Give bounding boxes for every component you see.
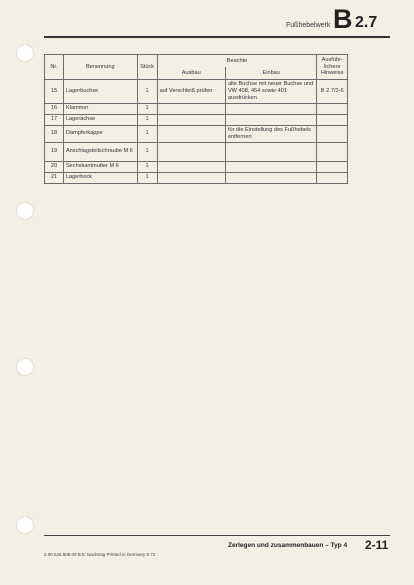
table-row [45, 172, 348, 183]
cell-nr: 18 [45, 125, 64, 142]
cell-nr: 19 [45, 142, 64, 161]
footer-rule [44, 535, 390, 536]
cell-einbau: alte Buchse mit neuer Buchse und VW 408, 454 sowie 401 ausdrücken [225, 80, 317, 104]
cell-name: Sechskantmutter M 6 [63, 161, 137, 172]
cell-einbau: für die Einstellung des Fußhebels entfernen [225, 125, 317, 142]
header-rule [44, 36, 390, 38]
cell-einbau [225, 103, 317, 114]
table-row [45, 125, 348, 142]
cell-qty: 1 [137, 161, 157, 172]
col-header-hinweise: Ausführ- lichere Hinweise [317, 55, 348, 80]
cell-ausbau [157, 103, 225, 114]
col-header-qty: Stück [137, 55, 157, 80]
binder-hole-1 [16, 44, 34, 62]
binder-hole-4 [16, 516, 34, 534]
cell-nr: 21 [45, 172, 64, 183]
cell-nr: 15 [45, 80, 64, 104]
cell-hinweise [317, 103, 348, 114]
cell-ausbau [157, 114, 225, 125]
cell-ausbau [157, 161, 225, 172]
binder-hole-3 [16, 358, 34, 376]
cell-name: Lagerachse [63, 114, 137, 125]
cell-einbau [225, 172, 317, 183]
cell-nr: 17 [45, 114, 64, 125]
cell-nr: 16 [45, 103, 64, 114]
cell-name: Anschlagsteilschraube M 6 [63, 142, 137, 161]
print-info: 2.00.526.508.00 B 8. Nachtrag Printed in Germany 8.72 [44, 552, 156, 557]
cell-einbau [225, 161, 317, 172]
footer-section-title: Zerlegen und zusammenbauen – Typ 4 [228, 542, 348, 549]
section-number: 2.7 [355, 14, 378, 31]
col-header-nr: Nr. [45, 55, 64, 80]
cell-hinweise: B 2.7/3-6 [317, 80, 348, 104]
cell-hinweise [317, 142, 348, 161]
cell-name: Klammer [63, 103, 137, 114]
cell-ausbau [157, 172, 225, 183]
cell-name: Dämpferkappe [63, 125, 137, 142]
table-row [45, 161, 348, 172]
cell-qty: 1 [137, 103, 157, 114]
cell-nr: 20 [45, 161, 64, 172]
col-header-einbau: Einbau [225, 67, 317, 80]
page-number: 2-11 [365, 538, 389, 552]
section-letter: B [333, 4, 353, 34]
cell-hinweise [317, 172, 348, 183]
cell-qty: 1 [137, 80, 157, 104]
table-row [45, 103, 348, 114]
cell-einbau [225, 142, 317, 161]
cell-hinweise [317, 125, 348, 142]
binder-hole-2 [16, 202, 34, 220]
table-row [45, 80, 348, 104]
cell-qty: 1 [137, 142, 157, 161]
cell-qty: 1 [137, 172, 157, 183]
table-header-row [45, 55, 348, 68]
col-header-name: Benennung [63, 55, 137, 80]
cell-hinweise [317, 114, 348, 125]
cell-qty: 1 [137, 125, 157, 142]
col-header-beachte: Beachte [157, 55, 317, 68]
cell-ausbau [157, 142, 225, 161]
table-row [45, 114, 348, 125]
cell-name: Lagerbock [63, 172, 137, 183]
cell-ausbau [157, 125, 225, 142]
parts-table [44, 54, 348, 184]
cell-name: Lagerbuchse [63, 80, 137, 104]
section-title: Fußhebelwerk [286, 22, 331, 29]
cell-hinweise [317, 161, 348, 172]
cell-ausbau: auf Verschleiß prüfen [157, 80, 225, 104]
cell-einbau [225, 114, 317, 125]
table-row [45, 142, 348, 161]
cell-qty: 1 [137, 114, 157, 125]
col-header-ausbau: Ausbau [157, 67, 225, 80]
